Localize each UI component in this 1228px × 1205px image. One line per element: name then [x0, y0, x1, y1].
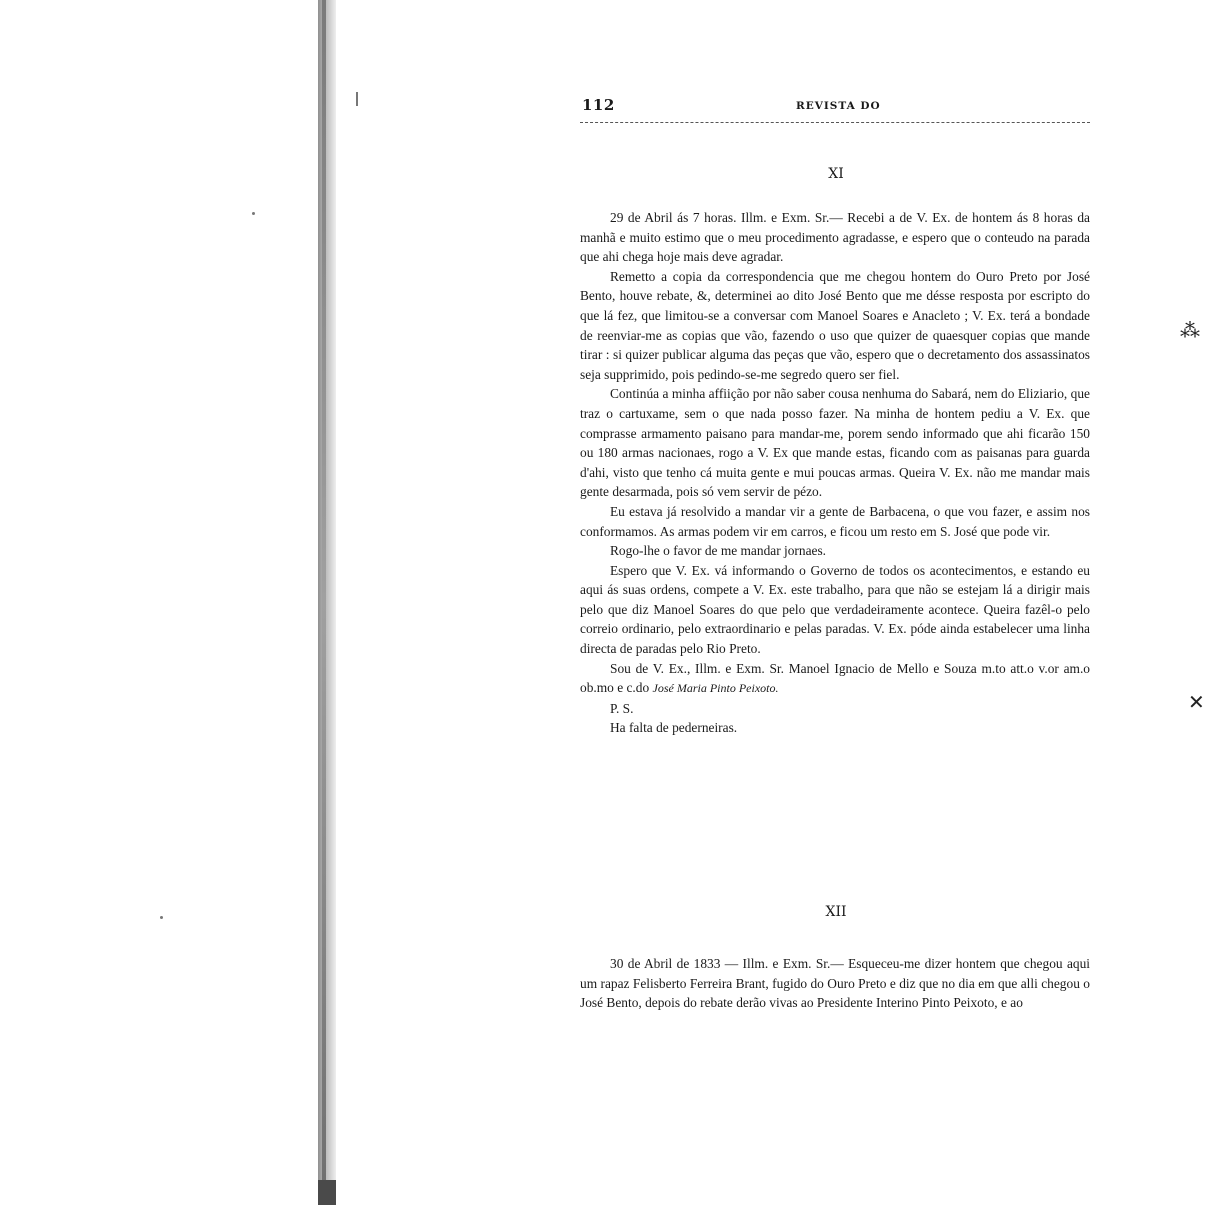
closing-text: Sou de V. Ex., Illm. e Exm. Sr. Manoel Ignacio de Mello e Souza m.to att.o v.or am.o ob.mo e c.do [580, 660, 1090, 696]
book-page [580, 96, 1092, 1011]
signature: José Maria Pinto Peixoto. [652, 681, 779, 696]
scan-speck [160, 916, 163, 919]
paragraph: Remetto a copia da correspondencia que me chegou hontem do Ouro Preto por José Bento, houve rebate, &, determinei ao dito José Bento que me désse resposta por escripto do que lá fez, que limitou-se a conversar com Manoel Soares e Anacleto ; V. Ex. terá a bondade de reenviar-me as copias que vão, fazendo o uso que quizer de quaesquer copias que mande tirar : si quizer publicar alguma das peças que vão, espero que o decretamento dos assassinatos seja supprimido, pois pedindo-se-me segredo quero ser fiel. [580, 268, 1090, 382]
page-number: 112 [582, 96, 615, 114]
section-number-xi: XI [828, 166, 844, 182]
paragraph: 29 de Abril ás 7 horas. Illm. e Exm. Sr.— Recebi a de V. Ex. de hontem ás 8 horas da manhã e muito estimo que o meu procedimento agradasse, e espero que o conteudo na parada que ahi chega hoje mais deve agradar. [580, 210, 1090, 265]
paragraph: Espero que V. Ex. vá informando o Governo de todos os acontecimentos, e estando eu aqui ás suas ordens, compete a V. Ex. este trabalho, para que não se estejam lá a dirigir mais pelo que diz Manoel Soares do que pelo que verdadeiramente acontece. Queira fazêl-o pelo correio ordinario, pelo extraordinario e pelas paradas. V. Ex. póde ainda estabelecer uma linha directa de paradas pelo Rio Preto. [580, 562, 1090, 657]
book-spine-bottom [318, 1180, 336, 1205]
postscript-text: Ha falta de pederneiras. [610, 720, 738, 736]
header-rule [580, 122, 1090, 123]
section-xii-text [580, 954, 1090, 1013]
book-spine-shadow [318, 0, 336, 1205]
book-spine-edge [322, 0, 326, 1205]
paragraph: Continúa a minha affiição por não saber cousa nenhuma do Sabará, nem do Eliziario, que traz o cartuxame, sem o que nada posso fazer. Na minha de hontem pediu a V. Ex. que comprasse armamento paisano para mandar-me, porem sendo informado que ahi ficarão 150 ou 180 armas nacionaes, rogo a V. Ex que mande estas, ficando com as paisanas para guarda d'ahi, visto que tenho cá muita gente e mui poucas armas. Queira V. Ex. não me mandar mais gente desarmada, pois só vem servir de pézo. [580, 386, 1090, 500]
running-title: REVISTA DO [796, 100, 881, 112]
margin-mark: ⁂ [1180, 318, 1200, 342]
scan-speck [252, 212, 255, 215]
page-header [580, 96, 1092, 116]
scan-mark [356, 92, 358, 106]
section-number-xii: XII [825, 904, 847, 920]
paragraph: Eu estava já resolvido a mandar vir a gente de Barbacena, o que vou fazer, e assim nos conformamos. As armas podem vir em carros, e ficou um resto em S. José que pode vir. [580, 503, 1090, 539]
closing-line [580, 659, 1090, 699]
paragraph: Rogo-lhe o favor de me mandar jornaes. [610, 543, 827, 559]
postscript-label: P. S. [610, 700, 634, 716]
left-blank-page [0, 0, 318, 1205]
paragraph: 30 de Abril de 1833 — Illm. e Exm. Sr.— Esqueceu-me dizer hontem que chegou aqui um rapaz Felisberto Ferreira Brant, fugido do Ouro Preto e diz que no dia em que alli chegou o José Bento, depois do rebate derão vivas ao Presidente Interino Pinto Peixoto, e ao [580, 956, 1090, 1011]
margin-mark: ✕ [1188, 690, 1205, 714]
section-xi-text [580, 208, 1090, 738]
